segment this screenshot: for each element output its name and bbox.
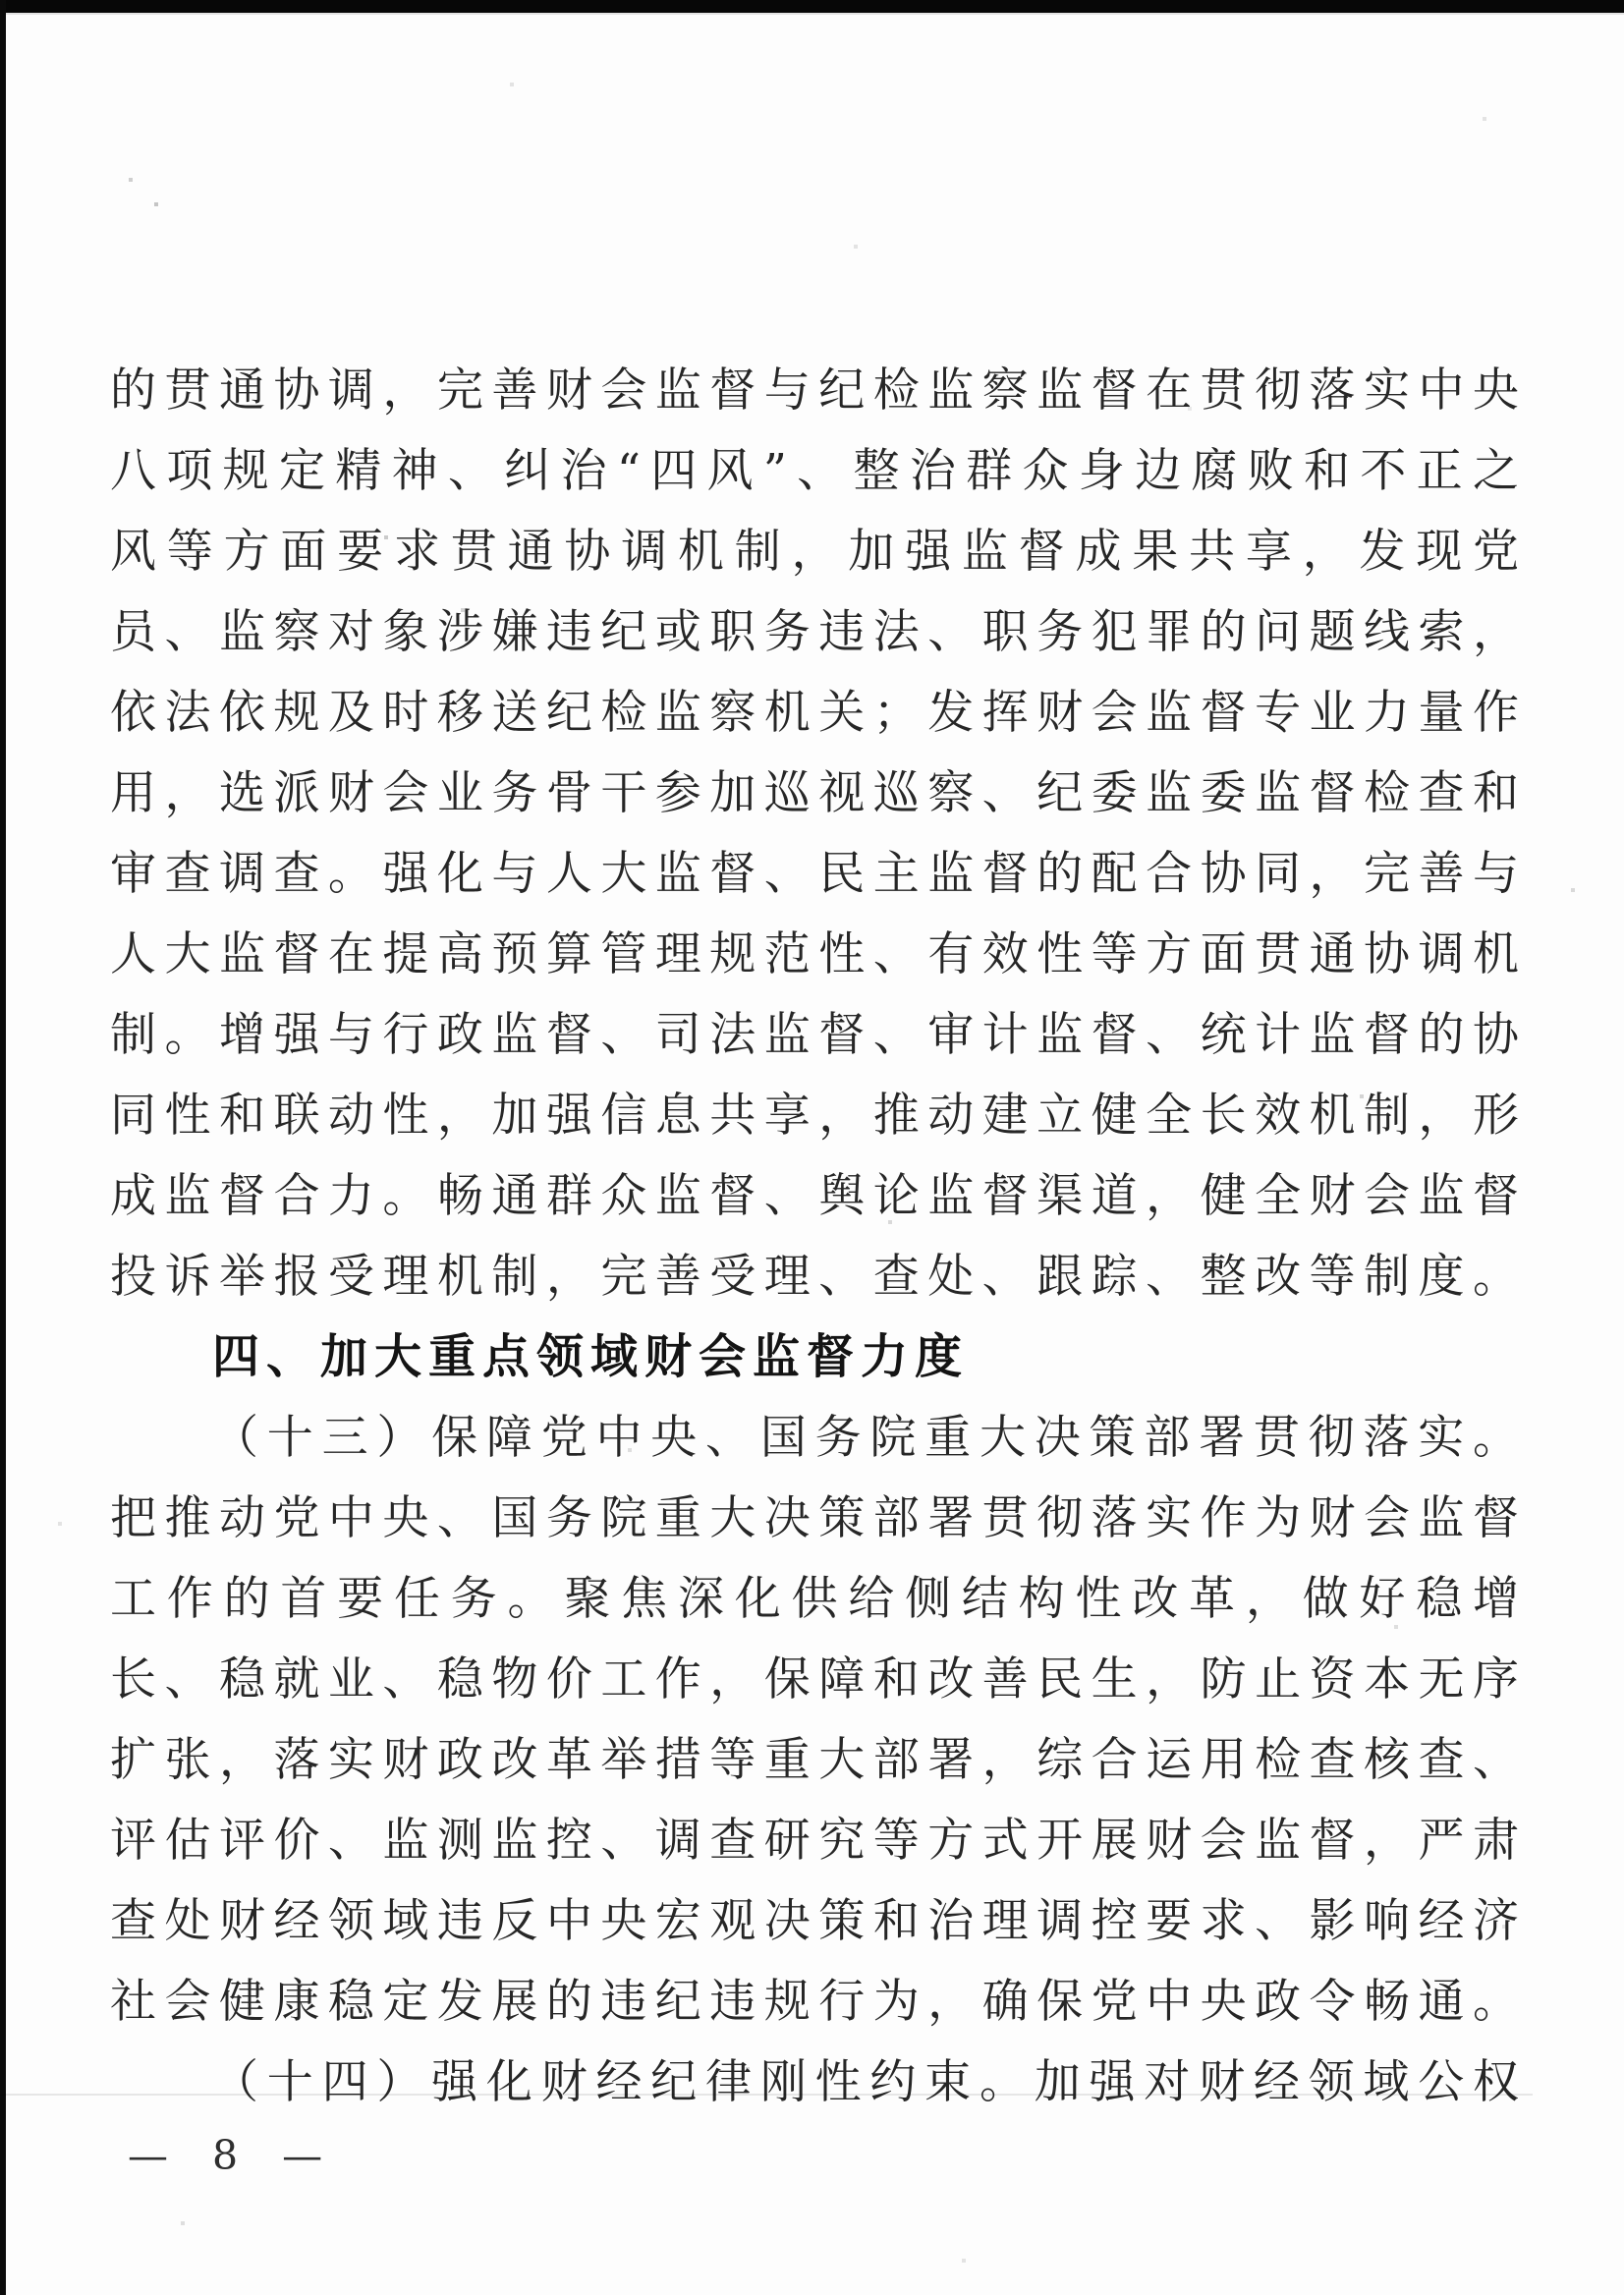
scan-noise-specks — [0, 0, 2, 2]
text-line-12: 投诉举报受理机制，完善受理、查处、跟踪、整改等制度。 — [110, 1250, 1519, 1304]
text-line-1: 的贯通协调，完善财会监督与纪检监察监督在贯彻落实中央 — [110, 364, 1519, 418]
text-line-21: 社会健康稳定发展的违纪违规行为，确保党中央政令畅通。 — [110, 1975, 1519, 2029]
text-line-14: （十三）保障党中央、国务院重大决策部署贯彻落实。 — [212, 1411, 1519, 1465]
text-line-15: 把推动党中央、国务院重大决策部署贯彻落实作为财会监督 — [110, 1491, 1519, 1545]
text-line-11: 成监督合力。畅通群众监督、舆论监督渠道，健全财会监督 — [110, 1169, 1519, 1223]
scan-artifact-hairline — [0, 13, 1624, 15]
text-line-4: 员、监察对象涉嫌违纪或职务违法、职务犯罪的问题线索， — [110, 605, 1519, 659]
text-line-7: 审查调查。强化与人大监督、民主监督的配合协同，完善与 — [110, 847, 1519, 901]
text-line-6: 用，选派财会业务骨干参加巡视巡察、纪委监委监督检查和 — [110, 766, 1519, 820]
page-number: — 8 — — [128, 2132, 339, 2179]
text-line-17: 长、稳就业、稳物价工作，保障和改善民生，防止资本无序 — [110, 1652, 1519, 1707]
scan-artifact-left-bar — [0, 0, 6, 2295]
text-line-22: （十四）强化财经纪律刚性约束。加强对财经领域公权 — [212, 2055, 1519, 2109]
text-line-9: 制。增强与行政监督、司法监督、审计监督、统计监督的协 — [110, 1008, 1519, 1062]
text-line-5: 依法依规及时移送纪检监察机关；发挥财会监督专业力量作 — [110, 686, 1519, 740]
text-line-19: 评估评价、监测监控、调查研究等方式开展财会监督，严肃 — [110, 1814, 1519, 1868]
text-block — [110, 351, 1519, 2123]
text-line-2: 八项规定精神、纠治“四风”、整治群众身边腐败和不正之 — [110, 444, 1519, 498]
text-line-20: 查处财经领域违反中央宏观决策和治理调控要求、影响经济 — [110, 1894, 1519, 1948]
text-line-3: 风等方面要求贯通协调机制，加强监督成果共享，发现党 — [110, 525, 1519, 579]
text-line-16: 工作的首要任务。聚焦深化供给侧结构性改革，做好稳增 — [110, 1572, 1519, 1626]
text-line-8: 人大监督在提高预算管理规范性、有效性等方面贯通协调机 — [110, 927, 1519, 981]
scan-artifact-fold-line — [0, 2094, 1533, 2096]
section-heading: 四、加大重点领域财会监督力度 — [212, 1331, 970, 1383]
text-line-10: 同性和联动性，加强信息共享，推动建立健全长效机制，形 — [110, 1089, 1519, 1143]
text-line-18: 扩张，落实财政改革举措等重大部署，综合运用检查核查、 — [110, 1733, 1519, 1787]
scan-artifact-top-bar — [0, 0, 1624, 13]
